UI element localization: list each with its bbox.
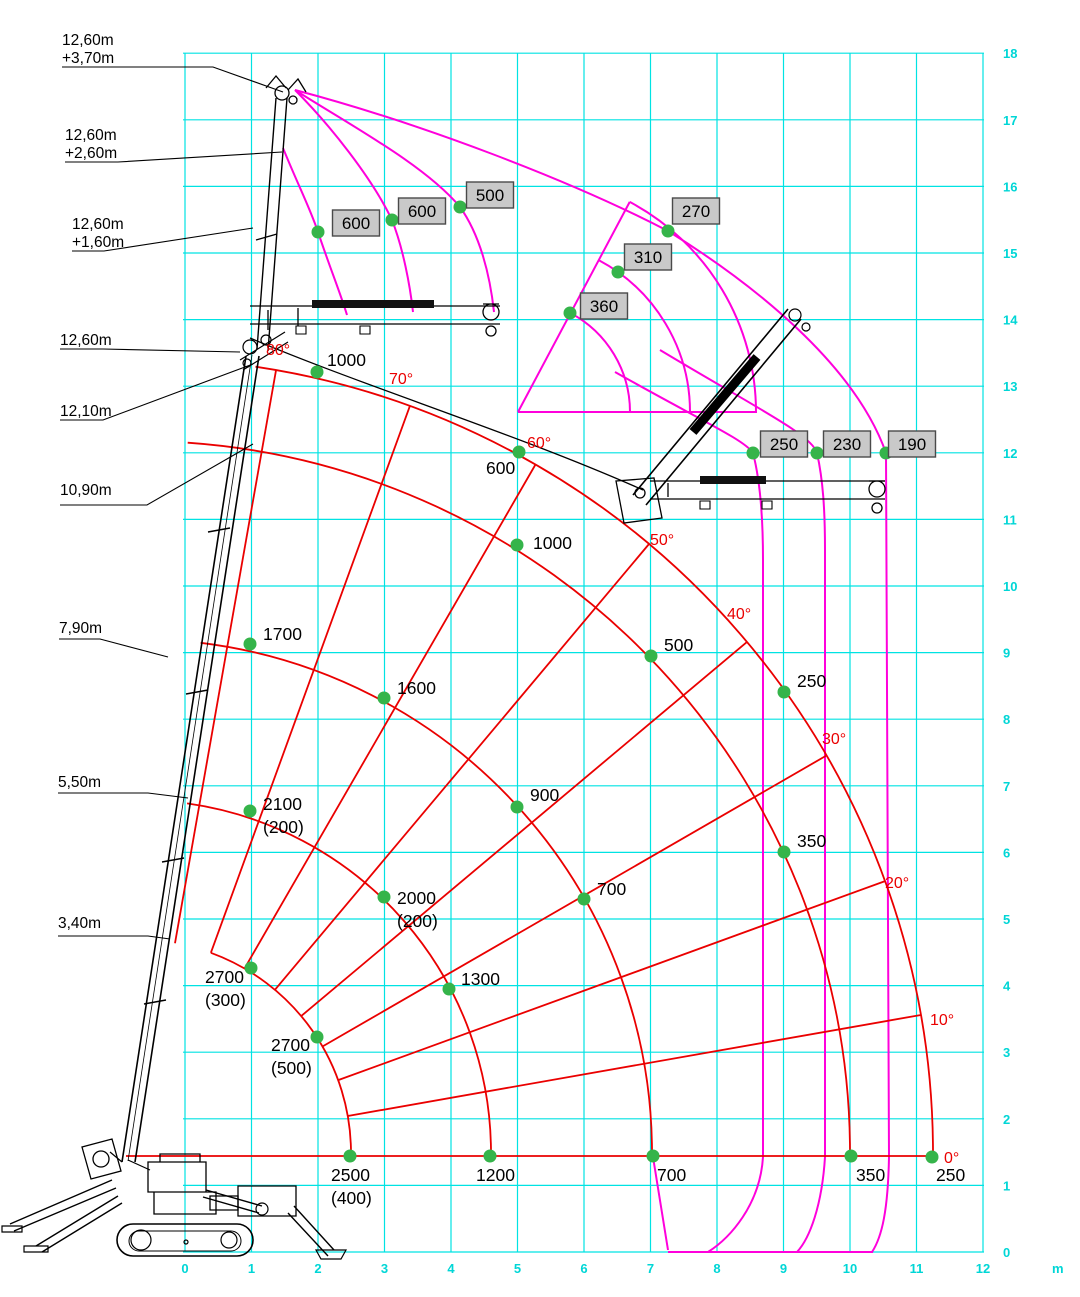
- y-axis-tick-label: 15: [1003, 246, 1018, 261]
- boom-length-labels: [58, 32, 283, 939]
- y-axis-tick-label: 14: [1003, 312, 1018, 328]
- y-axis-tick-label: 5: [1003, 912, 1011, 927]
- jib-load-point: [811, 447, 824, 460]
- jib-load-point: [662, 225, 675, 238]
- load-point-label: 500: [664, 635, 694, 655]
- leader-line: [58, 936, 170, 939]
- angle-label: 0°: [944, 1150, 960, 1167]
- load-point: [645, 650, 658, 663]
- y-axis-tick-label: 11: [1003, 512, 1017, 528]
- load-point: [513, 446, 526, 459]
- x-axis-tick-label: 1: [247, 1261, 256, 1276]
- leader-line: [59, 639, 168, 657]
- y-axis-tick-label: 2: [1003, 1111, 1011, 1127]
- y-axis-tick-label: 4: [1003, 978, 1011, 994]
- boom-length-label: 12,60m +1,60m: [72, 216, 125, 251]
- y-axis-tick-label: 16: [1003, 179, 1018, 195]
- boom-capacity-fan: [126, 367, 933, 1156]
- boom-length-label: 7,90m: [59, 620, 103, 637]
- jib-load-point: [312, 226, 325, 239]
- load-point-label: 700: [657, 1165, 687, 1185]
- jib-load-badge-label: 310: [633, 248, 663, 267]
- load-point-label: 900: [530, 785, 560, 805]
- angle-label: 70°: [389, 371, 414, 388]
- load-point-label: 1200: [476, 1165, 515, 1185]
- boom-angle-line: [301, 642, 747, 1016]
- angle-label: 50°: [650, 532, 675, 549]
- angle-label: 30°: [822, 731, 847, 748]
- boom-angle-line: [275, 544, 649, 990]
- angle-label: 60°: [527, 435, 552, 452]
- y-axis-tick-label: 0: [1003, 1245, 1011, 1260]
- leader-line: [60, 349, 240, 352]
- x-axis-tick-label: 10: [842, 1261, 858, 1276]
- angle-label: 40°: [727, 606, 752, 623]
- load-point: [378, 891, 391, 904]
- load-point: [578, 893, 591, 906]
- y-axis-tick-label: 3: [1003, 1045, 1011, 1061]
- jib-load-point: [612, 266, 625, 279]
- x-axis-tick-label: 11: [909, 1261, 924, 1276]
- load-point: [244, 638, 257, 651]
- x-axis-tick-label: 8: [713, 1261, 721, 1276]
- load-point-label: 2500 (400): [331, 1165, 372, 1208]
- jib-load-point: [386, 214, 399, 227]
- jib-load-badge-label: 250: [769, 435, 799, 454]
- load-point: [845, 1150, 858, 1163]
- load-point: [443, 983, 456, 996]
- leader-line: [58, 793, 188, 798]
- load-point-label: 1000: [327, 350, 366, 370]
- load-point-label: 250: [936, 1165, 966, 1185]
- y-axis-tick-label: 10: [1003, 579, 1018, 594]
- jib-load-badge-label: 230: [832, 435, 862, 454]
- x-axis-tick-label: 0: [181, 1261, 189, 1276]
- load-point: [244, 805, 257, 818]
- capacity-envelope-curve: [256, 367, 934, 1153]
- boom-length-label: 10,90m: [60, 482, 112, 499]
- x-axis-tick-label: 6: [580, 1261, 588, 1276]
- jib-load-badge-label: 600: [341, 214, 371, 233]
- y-axis-tick-label: 1: [1003, 1178, 1011, 1194]
- x-axis-tick-label: 3: [380, 1261, 389, 1276]
- leader-line: [62, 67, 283, 92]
- load-point-label: 700: [597, 879, 627, 899]
- load-point-label: 600: [486, 458, 516, 478]
- load-point: [511, 801, 524, 814]
- y-axis-tick-label: 17: [1003, 112, 1018, 128]
- x-axis-tick-label: 12: [975, 1261, 991, 1276]
- load-point: [511, 539, 524, 552]
- load-point: [778, 846, 791, 859]
- load-point: [344, 1150, 357, 1163]
- y-axis-tick-label: 6: [1003, 845, 1011, 861]
- boom-angle-line: [175, 370, 276, 943]
- jib-load-point: [454, 201, 467, 214]
- load-point: [647, 1150, 660, 1163]
- boom-angle-line: [348, 1015, 921, 1116]
- load-point-label: 2000 (200): [397, 888, 438, 931]
- jib-load-point: [747, 447, 760, 460]
- axis-unit-label: m: [1052, 1261, 1064, 1276]
- load-point: [778, 686, 791, 699]
- jib-load-badge-label: 270: [681, 202, 711, 221]
- load-point-label: 250: [797, 671, 827, 691]
- load-point: [311, 366, 324, 379]
- angle-label: 10°: [930, 1012, 955, 1029]
- jib-load-badge-label: 360: [589, 297, 619, 316]
- x-axis-tick-label: 7: [646, 1261, 655, 1276]
- x-axis-tick-label: 2: [314, 1261, 322, 1276]
- jib-load-badge-label: 190: [897, 435, 927, 454]
- load-point-label: 2700 (300): [205, 967, 246, 1010]
- x-axis-tick-label: 4: [447, 1261, 455, 1276]
- load-point-label: 2700 (500): [271, 1035, 312, 1078]
- angle-label: 80°: [266, 342, 291, 359]
- boom-length-label: 12,60m: [60, 332, 112, 349]
- jib-load-point: [564, 307, 577, 320]
- load-point: [245, 962, 258, 975]
- load-point: [926, 1151, 939, 1164]
- x-axis-tick-label: 5: [513, 1261, 522, 1276]
- load-point: [311, 1031, 324, 1044]
- jib-load-badge-label: 500: [475, 186, 505, 205]
- y-axis-tick-label: 13: [1003, 379, 1018, 395]
- y-axis-tick-label: 18: [1003, 46, 1018, 62]
- load-point-label: 1300: [461, 969, 500, 989]
- jib-load-badge-label: 600: [407, 202, 437, 221]
- x-axis-tick-label: 9: [779, 1261, 788, 1276]
- angle-label: 20°: [885, 875, 910, 892]
- load-point: [378, 692, 391, 705]
- load-point: [484, 1150, 497, 1163]
- y-axis-tick-label: 9: [1003, 645, 1011, 661]
- load-point-label: 1700: [263, 624, 302, 644]
- boom-length-label: 12,60m +3,70m: [62, 32, 115, 67]
- boom-angle-line: [211, 406, 410, 953]
- load-point-label: 350: [797, 831, 827, 851]
- boom-length-label: 5,50m: [58, 774, 102, 791]
- y-axis-tick-label: 12: [1003, 445, 1018, 461]
- load-point-label: 1600: [397, 678, 436, 698]
- boom-angle-line: [245, 465, 536, 969]
- boom-length-label: 3,40m: [58, 915, 102, 932]
- load-point-label: 350: [856, 1165, 886, 1185]
- load-points: [205, 350, 965, 1208]
- boom-length-label: 12,60m +2,60m: [65, 127, 118, 162]
- load-point-label: 2100 (200): [263, 794, 304, 837]
- boom-length-label: 12,10m: [60, 403, 112, 420]
- y-axis-tick-label: 8: [1003, 712, 1011, 728]
- y-axis-tick-label: 7: [1003, 778, 1011, 794]
- load-point-label: 1000: [533, 533, 572, 553]
